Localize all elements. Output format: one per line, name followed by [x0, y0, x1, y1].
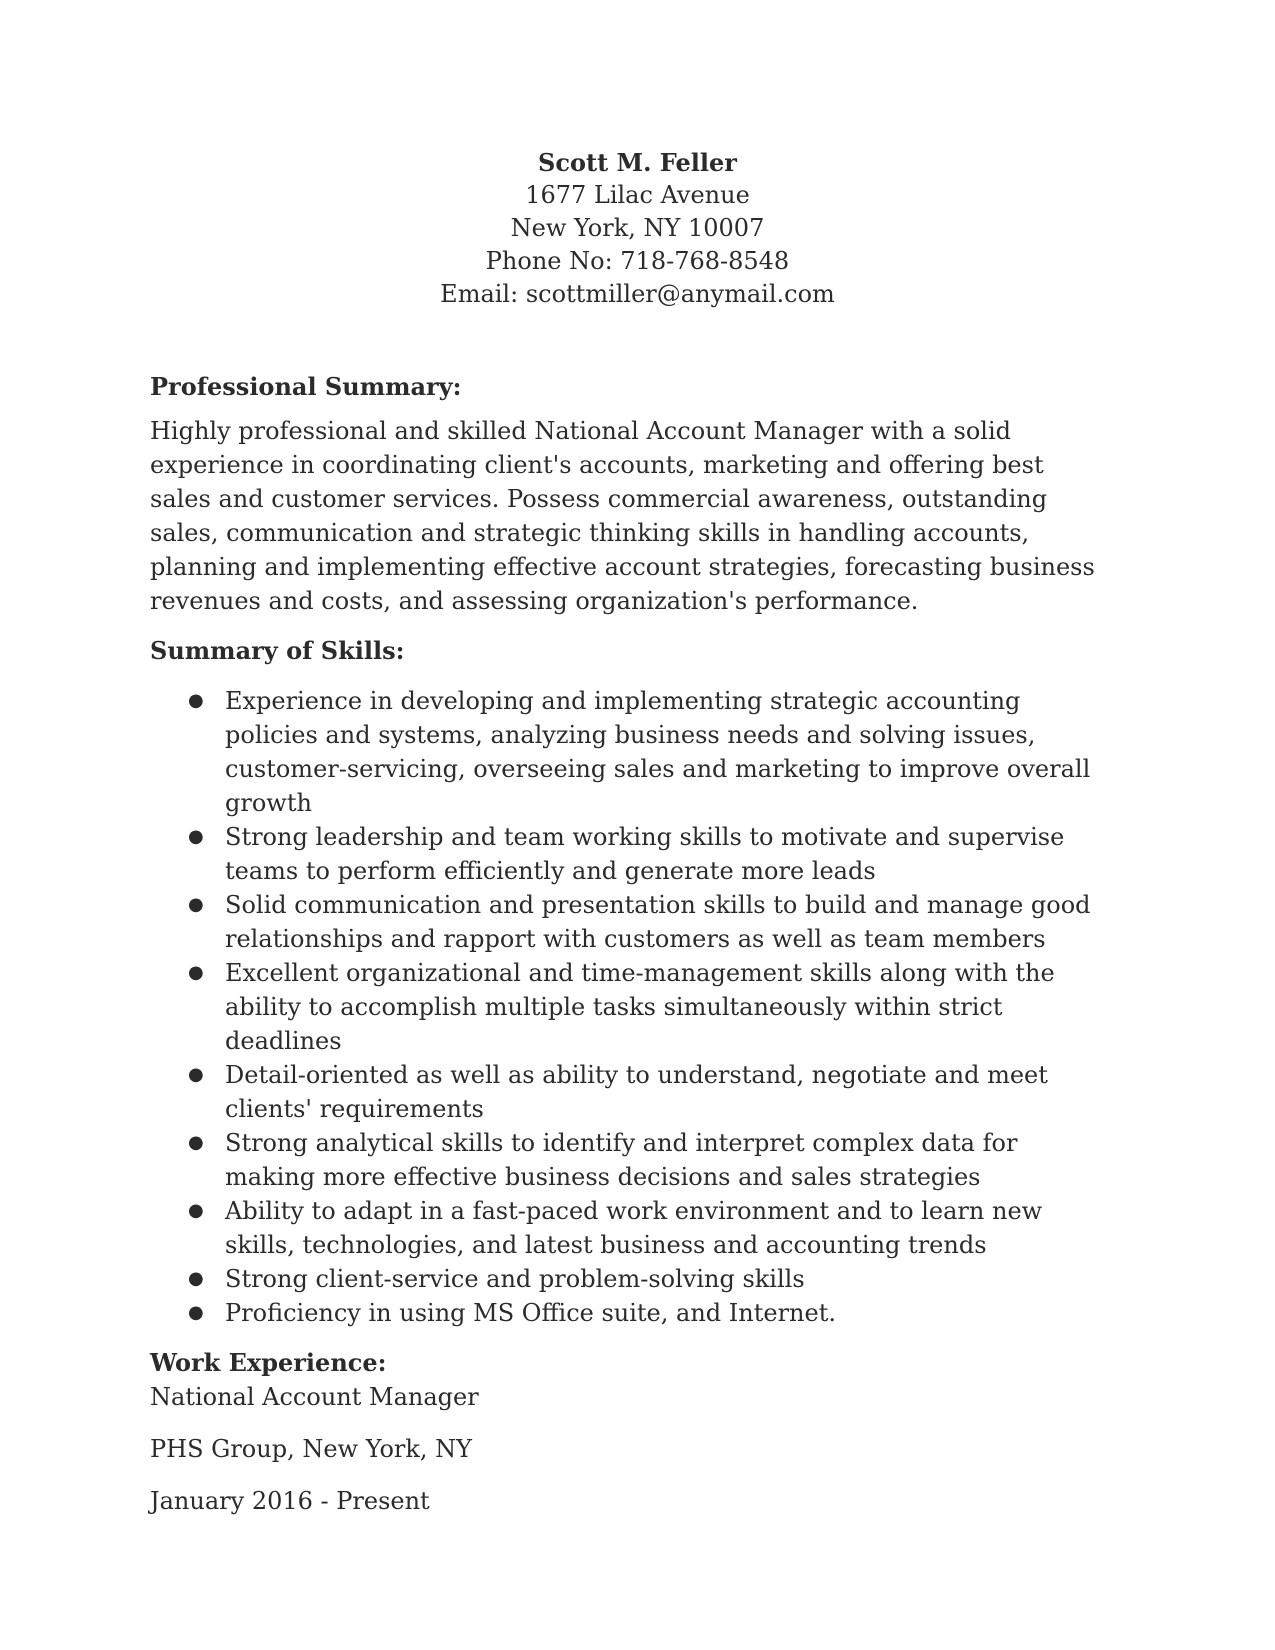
skill-text: Experience in developing and implementing strategic accounting policies and systems, analyzing business needs and solving issues, customer-servicing, overseeing sales and marketing to improve overall growth: [225, 687, 1091, 817]
skill-text: Excellent organizational and time-management skills along with the ability to accomplish multiple tasks simultaneously within strict deadlines: [225, 959, 1055, 1055]
resume-name: Scott M. Feller: [538, 148, 737, 177]
skill-text: Strong analytical skills to identify and interpret complex data for making more effective business decisions and sales strategies: [225, 1129, 1018, 1191]
skill-item: [150, 956, 1110, 1058]
skill-text: Ability to adapt in a fast-paced work environment and to learn new skills, technologies, and latest business and accounting trends: [225, 1197, 1043, 1259]
skill-text: Strong client-service and problem-solving skills: [225, 1265, 805, 1293]
professional-summary-text: Highly professional and skilled National Account Manager with a solid experience in coordinating client's accounts, marketing and offering best sales and customer services. Possess commercial awareness, outstanding sales, communication and strategic thinking skills in handling accounts, planning and implementing effective account strategies, forecasting business revenues and costs, and assessing organization's performance.: [150, 417, 1095, 615]
skill-item: [150, 1058, 1110, 1126]
skill-text: Proficiency in using MS Office suite, and Internet.: [225, 1299, 836, 1327]
resume-body: [150, 370, 1110, 1518]
skill-item: [150, 1296, 1110, 1330]
bullet-icon: ●: [188, 962, 204, 983]
skill-text: Solid communication and presentation skills to build and manage good relationships and rapport with customers as well as team members: [225, 891, 1091, 953]
bullet-icon: ●: [188, 1268, 204, 1289]
skill-item: [150, 820, 1110, 888]
skill-item: [150, 1194, 1110, 1262]
city-line: New York, NY 10007: [510, 214, 765, 242]
email-line: Email: scottmiller@anymail.com: [440, 280, 835, 308]
bullet-icon: ●: [188, 1064, 204, 1085]
skill-item: [150, 888, 1110, 956]
bullet-icon: ●: [188, 1200, 204, 1221]
company-location: PHS Group, New York, NY: [150, 1435, 473, 1463]
bullet-icon: ●: [188, 1132, 204, 1153]
skill-text: Detail-oriented as well as ability to understand, negotiate and meet clients' requirements: [225, 1061, 1048, 1123]
bullet-icon: ●: [188, 894, 204, 915]
skill-text: Strong leadership and team working skills to motivate and supervise teams to perform efficiently and generate more leads: [225, 823, 1065, 885]
employment-dates: January 2016 - Present: [150, 1487, 430, 1515]
work-experience-heading: Work Experience:: [150, 1348, 387, 1377]
address-line: 1677 Lilac Avenue: [525, 181, 750, 209]
phone-line: Phone No: 718-768-8548: [485, 247, 790, 275]
contact-header: [0, 146, 1275, 311]
professional-summary-heading: Professional Summary:: [150, 372, 462, 401]
skill-item: [150, 684, 1110, 820]
bullet-icon: ●: [188, 690, 204, 711]
job-title: National Account Manager: [150, 1383, 479, 1411]
bullet-icon: ●: [188, 826, 204, 847]
skills-heading: Summary of Skills:: [150, 636, 405, 665]
bullet-icon: ●: [188, 1302, 204, 1323]
skill-item: [150, 1262, 1110, 1296]
skill-item: [150, 1126, 1110, 1194]
skills-list: [150, 684, 1110, 1330]
